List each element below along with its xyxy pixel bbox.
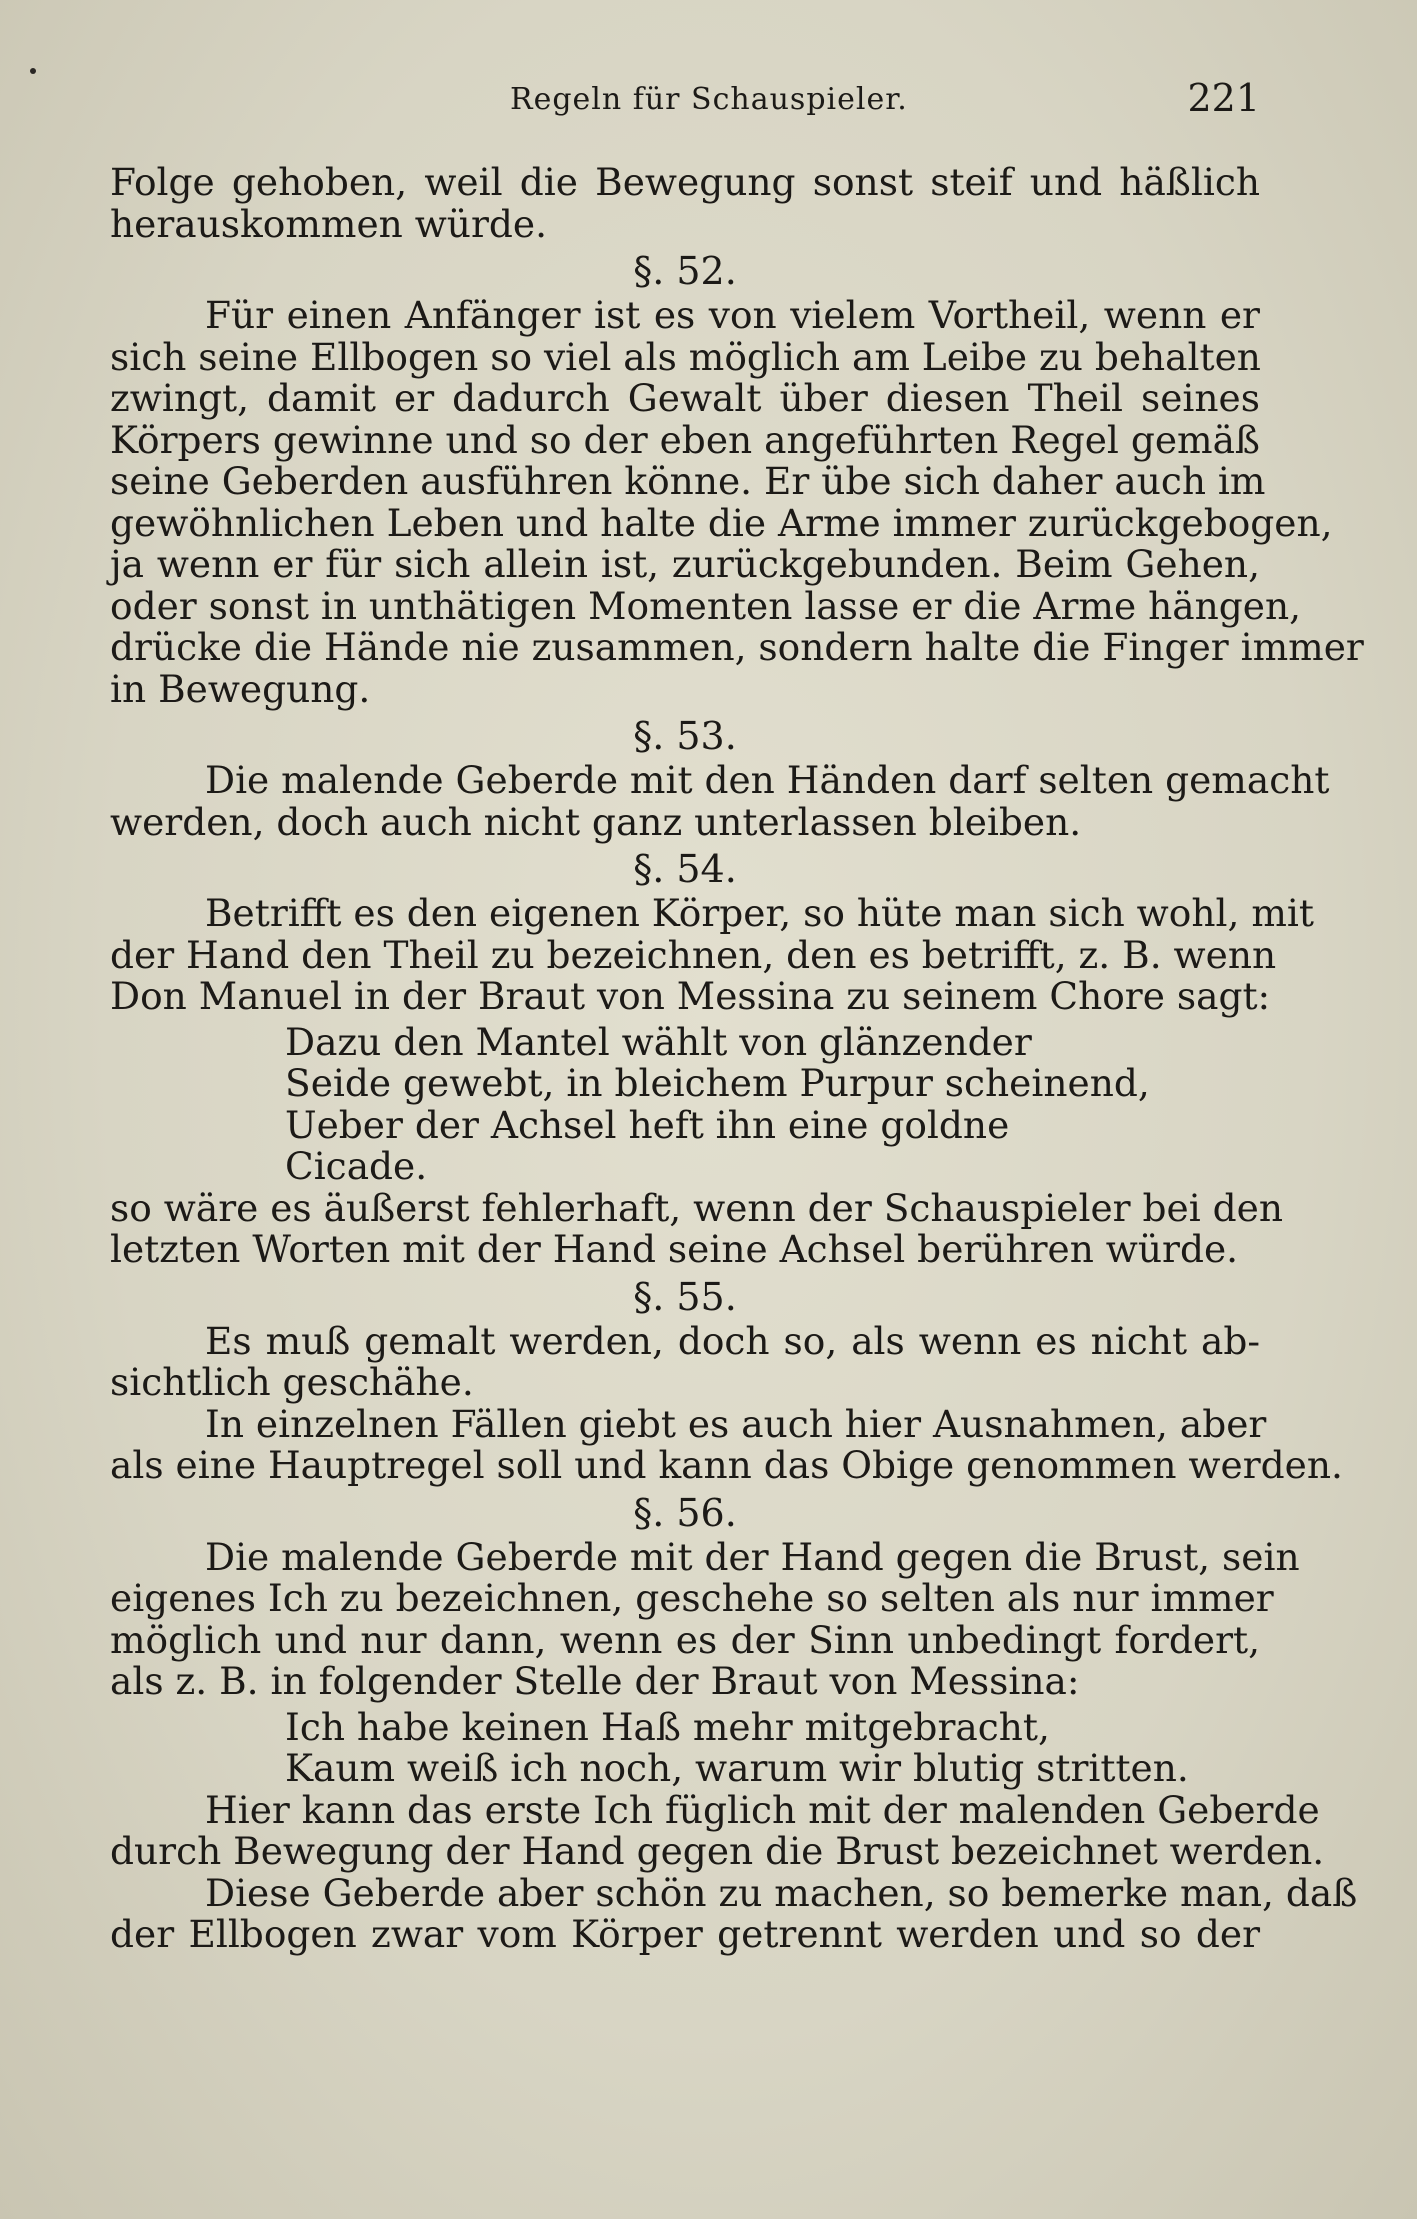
running-title: Regeln für Schauspieler.: [510, 82, 908, 117]
text-line: als eine Hauptregel soll und kann das Obige genommen werden.: [110, 1443, 1343, 1487]
page-number: 221: [1187, 76, 1260, 120]
text-line: In einzelnen Fällen giebt es auch hier Ausnahmen, aber: [205, 1401, 1267, 1446]
text-line: Don Manuel in der Braut von Messina zu seinem Chore sagt:: [110, 974, 1271, 1018]
text-line: eigenes Ich zu bezeichnen, geschehe so selten als nur immer: [110, 1576, 1274, 1620]
page-header: [110, 76, 1260, 122]
text-line: so wäre es äußerst fehlerhaft, wenn der Schauspieler bei den: [110, 1185, 1283, 1230]
verse-line: Ich habe keinen Haß mehr mitgebracht,: [285, 1704, 1050, 1749]
text-line: herauskommen würde.: [110, 201, 547, 246]
verse-line: Ueber der Achsel heft ihn eine goldne: [285, 1102, 1010, 1147]
text-line: der Ellbogen zwar vom Körper getrennt werden und so der: [110, 1912, 1260, 1956]
text-line: sich seine Ellbogen so viel als möglich am Leibe zu behalten: [110, 334, 1261, 379]
text-line: Hier kann das erste Ich füglich mit der malenden Geberde: [205, 1787, 1320, 1832]
verse-line: Kaum weiß ich noch, warum wir blutig stritten.: [285, 1746, 1189, 1790]
section-heading: §. 56.: [633, 1490, 737, 1535]
ink-speck: [30, 68, 36, 74]
section-heading: §. 55.: [633, 1274, 737, 1319]
text-line: möglich und nur dann, wenn es der Sinn unbedingt fordert,: [110, 1617, 1260, 1662]
text-line: werden, doch auch nicht ganz unterlassen bleiben.: [110, 799, 1082, 844]
verse-line: Seide gewebt, in bleichem Purpur scheinend,: [285, 1061, 1150, 1105]
text-line: in Bewegung.: [110, 666, 371, 711]
text-line: letzten Worten mit der Hand seine Achsel berühren würde.: [110, 1227, 1239, 1271]
text-line: sichtlich geschähe.: [110, 1360, 474, 1404]
text-line: Die malende Geberde mit den Händen darf selten gemacht: [205, 758, 1330, 802]
text-line: Körpers gewinne und so der eben angeführten Regel gemäß: [110, 417, 1260, 462]
text-line: als z. B. in folgender Stelle der Braut von Messina:: [110, 1659, 1080, 1703]
text-line: Die malende Geberde mit der Hand gegen die Brust, sein: [205, 1534, 1300, 1579]
text-line: Folge gehoben, weil die Bewegung sonst steif und häßlich: [110, 160, 1260, 204]
text-line: oder sonst in unthätigen Momenten lasse er die Arme hängen,: [110, 583, 1302, 628]
verse-line: Cicade.: [285, 1144, 428, 1188]
section-heading: §. 53.: [633, 714, 737, 758]
page-body: [110, 160, 1364, 1956]
text-line: ja wenn er für sich allein ist, zurückgebunden. Beim Gehen,: [110, 542, 1260, 586]
text-line: seine Geberden ausführen könne. Er übe sich daher auch im: [110, 459, 1266, 503]
text-line: Es muß gemalt werden, doch so, als wenn es nicht ab-: [205, 1318, 1260, 1363]
text-line: Diese Geberde aber schön zu machen, so bemerke man, daß: [205, 1870, 1358, 1915]
section-heading: §. 52.: [633, 249, 737, 293]
text-line: Betrifft es den eigenen Körper, so hüte man sich wohl, mit: [205, 891, 1314, 935]
text-line: durch Bewegung der Hand gegen die Brust bezeichnet werden.: [110, 1829, 1325, 1873]
text-line: Für einen Anfänger ist es von vielem Vortheil, wenn er: [205, 293, 1260, 337]
text-line: der Hand den Theil zu bezeichnen, den es betrifft, z. B. wenn: [110, 932, 1277, 977]
text-line: zwingt, damit er dadurch Gewalt über diesen Theil seines: [110, 376, 1260, 420]
text-line: drücke die Hände nie zusammen, sondern halte die Finger immer: [110, 625, 1364, 669]
section-heading: §. 54.: [633, 847, 737, 891]
verse-line: Dazu den Mantel wählt von glänzender: [285, 1019, 1032, 1064]
text-line: gewöhnlichen Leben und halte die Arme immer zurückgebogen,: [110, 500, 1333, 545]
